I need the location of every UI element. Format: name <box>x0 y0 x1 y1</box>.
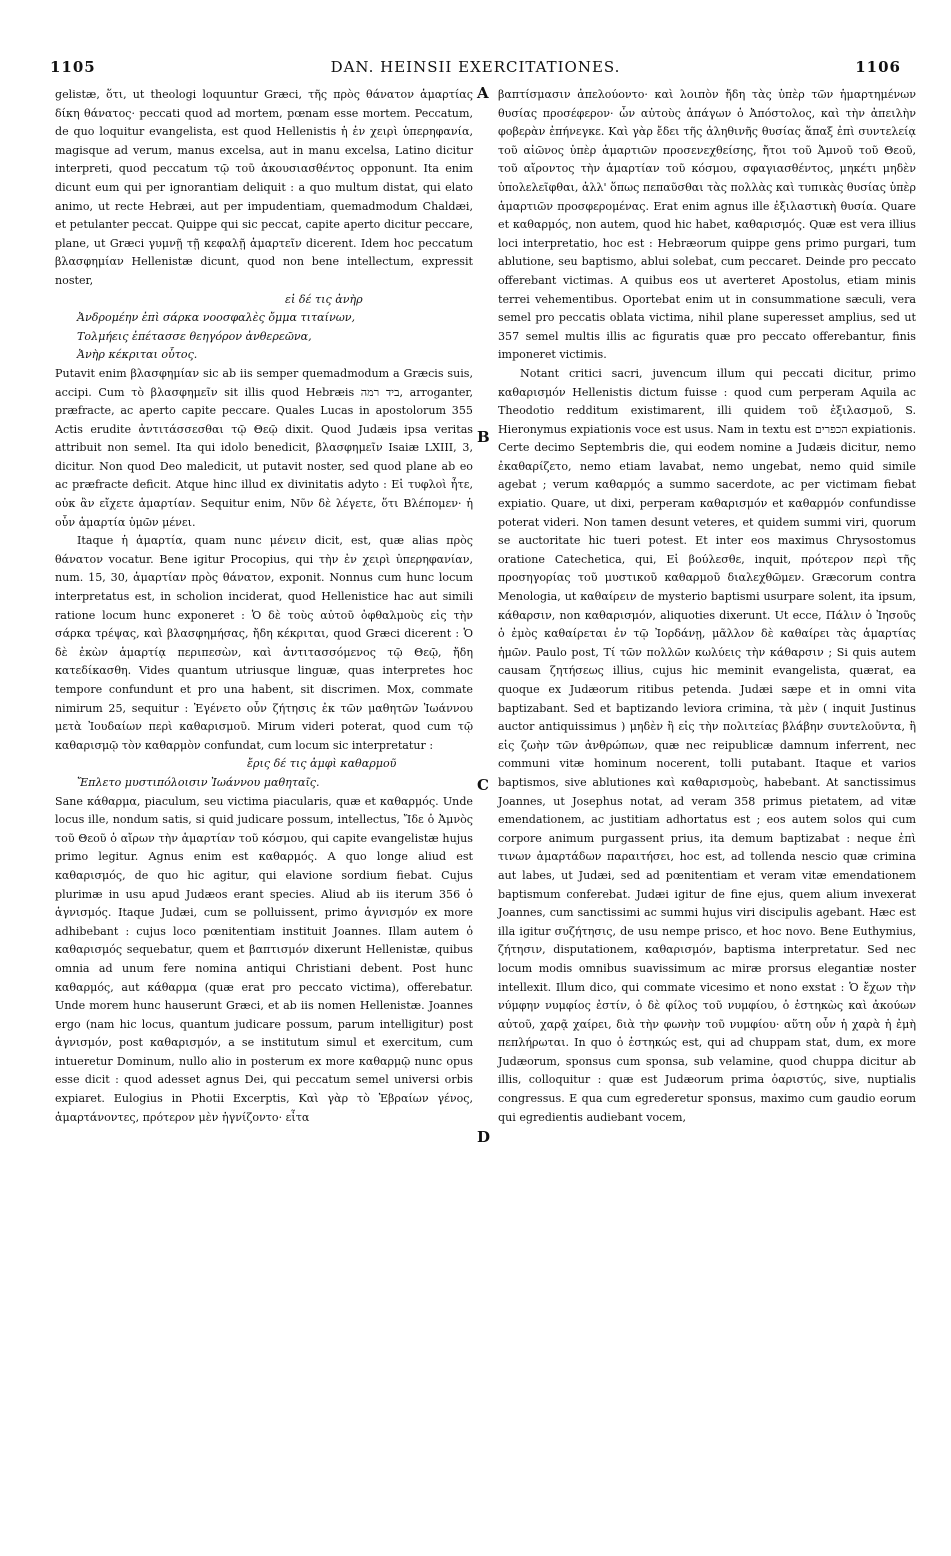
left-paragraph-2: Putavit enim βλασφημίαν sic ab iis semper quemadmodum a Græcis suis, accipi. Cum τὸ βλασφημεῖν sit illis quod Hebræis ביד רמה, arroganter, præfracte, ac aperto capite peccare. Quales Lucas in apostolorum 355 Actis erudite ἀντιτάσσεσθαι τῷ Θεῷ dixit. Quod Judæis ipsa veritas attribuit non semel. Ita qui idolo benedicit, βλασφημεῖν Isaiæ LXIII, 3, dicitur. Non quod Deo maledicit, ut putavit noster, sed quod plane ab eo ac præfracte deficit. Atque hinc illud ex divinitatis adyto : Εἰ τυφλοὶ ἦτε, οὐκ ἂν εἴχετε ἁμαρτίαν. Sequitur enim, Νῦν δὲ λέγετε, ὅτι Βλέπομεν· ἡ οὖν ἁμαρτία ὑμῶν μένει. <box>55 366 474 529</box>
right-column <box>498 86 916 1127</box>
left-verse-3: Τολμήεις ἐπέτασσε θεηγόρον ἀνθερεῶνα, <box>77 329 312 343</box>
right-paragraph-2: Notant critici sacri, juvencum illum qui peccati dicitur, primo καθαρισμόν Hellenistis dictum fuisse : quod cum perperam Aquila ac Theodotio redditum existimarent, illi quidem τοῦ ἐξιλασμοῦ, S. Hieronymus expiationis voce est usus. Nam in textu est הכפרים expiationis. Certe decimo Septembris die, qui eodem nomine a Judæis dicitur, nemo ἐκαθαρίζετο, nemo etiam lavabat, nemo ungebat, nemo quid simile agebat ; verum καθαρμός a summo sacerdote, ac per victimam fiebat expiatio. Quare, ut dixi, perperam καθαρισμόν et καθαρμόν confundisse poterat videri. Non tamen desunt veteres, et quidem summi viri, quorum se auctoritate hic tueri potest. Et inter eos maximus Chrysostomus oratione Catechetica, qui, Εἰ βούλεσθε, inquit, πρότερον περὶ τῆς προσηγορίας τοῦ μυστικοῦ καθαρμοῦ διαλεχθῶμεν. Græcorum contra Menologia, ut καθαίρειν de mysterio baptismi usurpare solent, ita ipsum, κάθαρσιν, non καθαρισμόν, aliquoties dixerunt. Ut ecce, Πάλιν ὁ Ἰησοῦς ὁ ἐμὸς καθαίρεται ἐν τῷ Ἰορδάνῃ, μᾶλλον δὲ καθαίρει τὰς ἁμαρτίας ἡμῶν. Paulo post, Τί τῶν πολλῶν κωλύεις τὴν κάθαρσιν ; Si quis autem causam ζητήσεως illius, cujus hic meminit evangelista, quærat, ea quoque ex Judæorum ritibus petenda. Judæi sæpe et in omni vita baptizabant. Sed et baptizando leviora crimina, τὰ μὲν ( inquit Justinus auctor antiquissimus ) μηδὲν ἢ εἰς τὴν πολιτείας βλάβην συντελοῦντα, ἢ εἰς ζωὴν τῶν ἀνθρώπων, quæ nec reipublicæ damnum inferrent, nec communi vitæ hominum nocerent, tolli putabant. Itaque et varios baptismos, sive ablutiones καὶ καθαρισμοὺς, habebant. At sanctissimus Joannes, ut Josephus notat, ad veram 358 primus pietatem, ad vitæ emendationem, ac justitiam adhortatus est ; eos autem solos qui cum corpore animum purgassent prius, ita demum baptizabat : neque ἐπὶ τινων ἁμαρτάδων παραιτήσει, hoc est, ad tollenda nescio quæ crimina aut labes, ut Judæi, sed ad pœnitentiam et veram vitæ emendationem baptismum conferebat. Judæi igitur de fine ejus, quem alium invexerat Joannes, cum sanctissimi ac summi hujus viri discipulis agebant. Hæc est illa igitur συζήτησις, de usu nempe prisco, et hoc novo. Bene Euthymius, ζήτησιν, disputationem, καθαρισμόν, baptisma interpretatur. Sed nec locum modis omnibus suavissimum ac miræ prorsus elegantiæ noster intellexit. Illum dico, qui commate vicesimo et nono exstat : Ὁ ἔχων τὴν νύμφην νυμφίος ἐστίν, ὁ δὲ φίλος τοῦ νυμφίου, ὁ ἑστηκὼς καὶ ἀκούων αὐτοῦ, χαρᾷ χαίρει, διὰ τὴν φωνὴν τοῦ νυμφίου· αὕτη οὖν ἡ χαρὰ ἡ ἐμὴ πεπλήρωται. In quo ὁ ἑστηκώς est, qui ad chuppam stat, dum, ex more Judæorum, sponsus cum sponsa, sub velamine, quod chuppa dicitur ab illis, colloquitur : quæ est Judæorum prima ὀαριστύς, sive, nuptialis congressus. E qua cum egrederetur sponsus, maximo cum gaudio eorum qui egredientis audiebant vocem, <box>498 366 916 1124</box>
running-title: DAN. HEINSII EXERCITATIONES. <box>330 58 621 76</box>
margin-letter-c: C <box>477 776 489 794</box>
margin-letter-a: A <box>477 84 489 102</box>
page-number-left: 1105 <box>50 58 96 76</box>
left-column <box>55 86 473 1127</box>
left-paragraph-1: gelistæ, ὅτι, ut theologi loquuntur Græci, τῆς πρὸς θάνατον ἁμαρτίας δίκη θάνατος· peccati quod ad mortem, pœnam esse mortem. Peccatum, de quo loquitur evangelista, est quod Hellenistis ἡ ἐν χειρὶ ὑπερηφανία, magisque ad verum, manus excelsa, aut in manu excelsa, Latino dicitur interpreti, quod peccatum τῷ τοῦ ἀκουσιασθέντος opponunt. Ita enim dicunt eum qui per ignorantiam deliquit : a quo multum distat, qui elato animo, ut recte Hebræi, aut per impudentiam, quemadmodum Chaldæi, et petulanter peccat. Quippe qui sic peccat, capite aperto dicitur peccare, plane, ut Græci γυμνῇ τῇ κεφαλῇ ἁμαρτεῖν dicerent. Idem hoc peccatum βλασφημίαν Hellenistæ dicunt, quod non bene intellectum, expressit noster, <box>55 88 473 287</box>
left-verse-2: Ἀνδρομέην ἐπὶ σάρκα νοοσφαλὲς ὄμμα τιταίνων, <box>77 311 356 325</box>
left-paragraph-3: Itaque ἡ ἁμαρτία, quam nunc μένειν dicit, est, quæ alias πρὸς θάνατον vocatur. Bene igitur Procopius, qui τὴν ἐν χειρὶ ὑπερηφανίαν, num. 15, 30, ἁμαρτίαν πρὸς θάνατον, exponit. Nonnus cum hunc locum interpretatus est, in scholion inciderat, quod Hellenistice hac aut simili ratione locum hunc exponeret : Ὁ δὲ τοὺς αὐτοῦ ὀφθαλμοὺς εἰς τὴν σάρκα τρέψας, καὶ βλασφημήσας, ἤδη κέκριται, quod Græci dicerent : Ὁ δὲ ἐκὼν ἁμαρτίᾳ περιπεσὼν, καὶ ἀντιτασσόμενος τῷ Θεῷ, ἤδη κατεδίκασθη. Vides quantum utriusque linguæ, quas interpretes hoc tempore confundunt et pro una habent, sit discrimen. Mox, commate nimirum 25, sequitur : Ἐγένετο οὖν ζήτησις ἐκ τῶν μαθητῶν Ἰωάννου μετὰ Ἰουδαίων περὶ καθαρισμοῦ. Mirum videri poterat, quod cum τῷ καθαρισμῷ τὸν καθαρμὸν confundat, cum locum sic interpretatur : <box>55 534 473 752</box>
left-paragraph-4: Sane κάθαρμα, piaculum, seu victima piacularis, quæ et καθαρμός. Unde locus ille, nondum satis, si quid judicare possum, intellectus, Ἴδε ὁ Ἀμνὸς τοῦ Θεοῦ ὁ αἴρων τὴν ἁμαρτίαν τοῦ κόσμου, qui capite evangelistæ hujus primo legitur. Agnus enim est καθαρμός. A quo longe aliud est καθαρισμός, de quo hic agitur, qui elavione sordium fiebat. Cujus plurimæ in usu apud Judæos erant species. Aliud ab iis iterum 356 ὁ ἁγνισμός. Itaque Judæi, cum se polluissent, primo ἁγνισμόν ex more adhibebant : cujus loco pœnitentiam instituit Joannes. Illam autem ὁ καθαρισμός sequebatur, quem et βαπτισμόν dixerunt Hellenistæ, quibus omnia ad unum fere nomina antiqui Christiani debent. Post hunc καθαρμός, aut κάθαρμα (quæ erat pro peccato victima), offerebatur. Unde morem hunc hauserunt Græci, et ab iis nomen Hellenistæ. Joannes ergo (nam hic locus, quantum judicare possum, parum intelligitur) post ἁγνισμόν, post καθαρισμόν, a se institutum simul et exercitum, cum intueretur Dominum, nullo alio in posterum ex more καθαρμῷ nunc opus esse dicit : quod adesset agnus Dei, qui peccatum semel universi orbis expiaret. Eulogius in Photii Excerptis, Καὶ γὰρ τὸ Ἑβραίων γένος, ἁμαρτάνοντες, πρότερον μὲν ἡγνίζοντο· εἶτα <box>55 794 473 1124</box>
left-verse-5: ἔρις δέ τις ἀμφὶ καθαρμοῦ <box>247 757 397 771</box>
left-verse-6: Ἔπλετο μυστιπόλοισιν Ἰωάννου μαθηταῖς. <box>77 775 320 789</box>
right-paragraph-1: βαπτίσμασιν ἀπελούοντο· καὶ λοιπὸν ἤδη τὰς ὑπὲρ τῶν ἡμαρτημένων θυσίας προσέφερον· ὧν αὐτοὺς ἀπάγων ὁ Ἀπόστολος, καὶ τὴν ἀπειλὴν φοβερὰν ἐπήνεγκε. Καὶ γὰρ ἔδει τῆς ἀληθινῆς θυσίας ἅπαξ ἐπὶ συντελείᾳ τοῦ αἰῶνος ὑπὲρ ἁμαρτιῶν προσενεχθείσης, ἤτοι τοῦ Ἀμνοῦ τοῦ Θεοῦ, τοῦ αἴροντος τὴν ἁμαρτίαν τοῦ κόσμου, σφαγιασθέντος, μηκέτι μηδὲν ὑπολελεῖφθαι, ἀλλ' ὅπως πεπαῦσθαι τὰς πολλὰς καὶ τυπικὰς θυσίας ὑπὲρ ἁμαρτιῶν προσφερομένας. Erat enim agnus ille ἐξιλαστικὴ θυσία. Quare et καθαρμός, non autem, quod hic habet, καθαρισμός. Quæ est vera illius loci interpretatio, hoc est : Hebræorum quippe gens primo purgari, tum ablutione, seu baptismo, ablui solebat, cum peccaret. Deinde pro peccato offerebant victimas. A quibus eos ut averteret Apostolus, etiam minis terrei vehementibus. Oportebat enim ut in consummatione sæculi, vera semel pro peccatis oblata victima, nihil plane superesset amplius, sed ut 357 semel multis illis ac figuratis quæ pro peccato offerebantur, finis imponeret victimis. <box>498 88 916 362</box>
margin-letter-d: D <box>477 1128 491 1146</box>
page-number-right: 1106 <box>855 58 901 76</box>
page-header <box>50 58 901 80</box>
margin-letter-b: B <box>477 428 490 446</box>
left-verse-4: Ἀνὴρ κέκριται οὗτος. <box>77 348 198 362</box>
left-verse-1: εἰ δέ τις ἀνὴρ <box>285 292 363 306</box>
